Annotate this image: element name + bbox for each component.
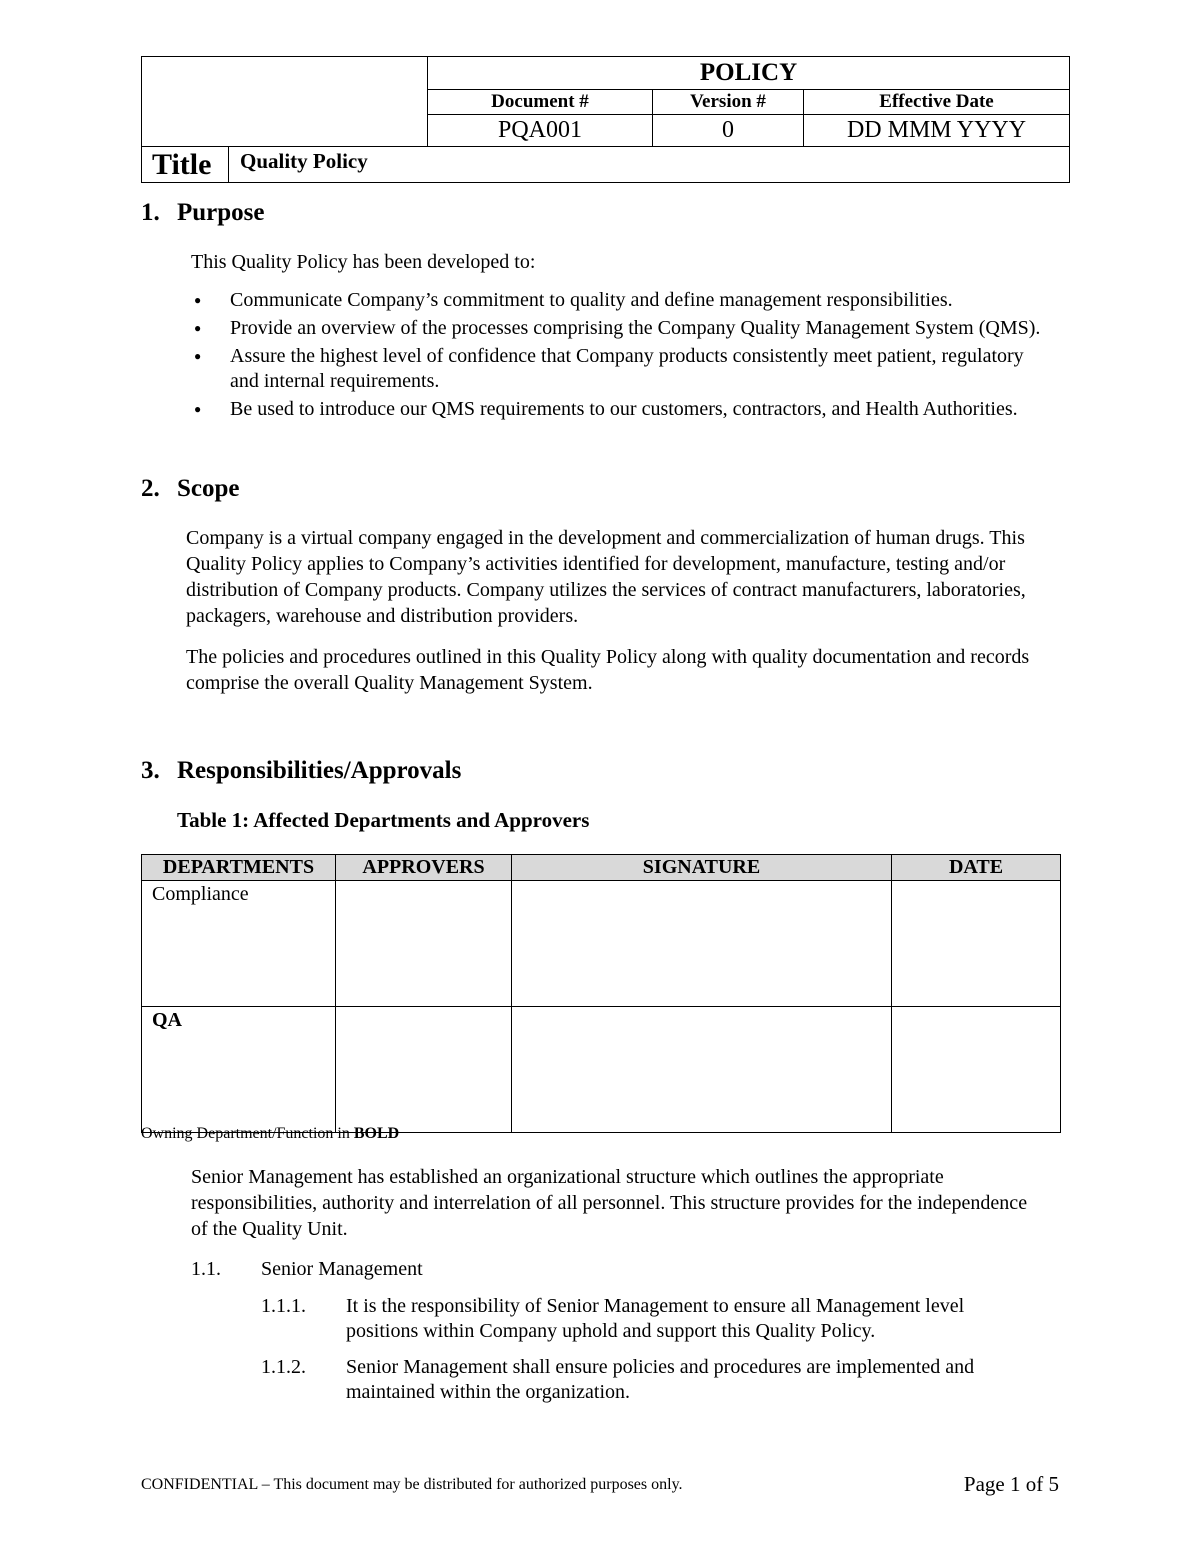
subsection-number: 1.1. bbox=[191, 1258, 221, 1280]
confidential-notice: CONFIDENTIAL – This document may be distributed for authorized purposes only. bbox=[141, 1476, 683, 1493]
table-row bbox=[142, 1007, 1061, 1133]
section-title: Scope bbox=[177, 475, 240, 502]
column-header: SIGNATURE bbox=[512, 855, 892, 881]
effective-date: DD MMM YYYY bbox=[804, 115, 1070, 147]
note-bold: BOLD bbox=[353, 1125, 400, 1142]
list-item: ● Be used to introduce our QMS requirements to our customers, contractors, and Health Authorities. bbox=[191, 397, 1051, 422]
logo-area bbox=[142, 57, 428, 147]
section-number: 3. bbox=[141, 757, 160, 784]
subsection-senior-management bbox=[191, 1257, 1051, 1282]
subsection-item bbox=[261, 1355, 1051, 1405]
scope-paragraph-2: The policies and procedures outlined in this Quality Policy along with quality documentation and records comprise the overall Quality Management System. bbox=[186, 646, 1030, 694]
page-number: Page 1 of 5 bbox=[963, 1472, 1059, 1496]
item-text: It is the responsibility of Senior Management to ensure all Management level positions within Company uphold and support this Quality Policy. bbox=[346, 1295, 965, 1342]
section-title: Purpose bbox=[177, 199, 265, 226]
document-number: PQA001 bbox=[428, 115, 653, 147]
date-cell[interactable] bbox=[892, 881, 1061, 1007]
version-number: 0 bbox=[653, 115, 804, 147]
signature-cell[interactable] bbox=[512, 881, 892, 1007]
signature-cell[interactable] bbox=[512, 1007, 892, 1133]
subsection-title: Senior Management bbox=[261, 1258, 423, 1280]
column-header: DATE bbox=[892, 855, 1061, 881]
responsibilities-paragraph: Senior Management has established an organizational structure which outlines the appropriate responsibilities, authority and interrelation of all personnel. This structure provides for the independence of the Quality Unit. bbox=[191, 1166, 1028, 1240]
list-item: ● Communicate Company’s commitment to quality and define management responsibilities. bbox=[191, 288, 1051, 313]
section-number: 1. bbox=[141, 199, 160, 226]
scope-heading bbox=[141, 475, 240, 503]
version-label: Version # bbox=[653, 90, 804, 115]
owning-department-note bbox=[141, 1125, 399, 1143]
department-cell: QA bbox=[142, 1007, 336, 1133]
column-header: DEPARTMENTS bbox=[142, 855, 336, 881]
list-item: ● Assure the highest level of confidence that Company products consistently meet patient, regulatory and internal requirements. bbox=[191, 344, 1051, 394]
table-row bbox=[142, 881, 1061, 1007]
approvers-table bbox=[141, 854, 1061, 1133]
purpose-bullets bbox=[191, 288, 1051, 425]
effective-date-label: Effective Date bbox=[804, 90, 1070, 115]
department-cell: Compliance bbox=[142, 881, 336, 1007]
approver-cell[interactable] bbox=[336, 881, 512, 1007]
approver-cell[interactable] bbox=[336, 1007, 512, 1133]
date-cell[interactable] bbox=[892, 1007, 1061, 1133]
list-item: ● Provide an overview of the processes comprising the Company Quality Management System (QMS). bbox=[191, 316, 1051, 341]
item-number: 1.1.1. bbox=[261, 1295, 306, 1317]
item-text: Senior Management shall ensure policies and procedures are implemented and maintained within the organization. bbox=[346, 1356, 975, 1403]
note-prefix: Owning Department/Function in bbox=[141, 1125, 354, 1142]
table-caption: Table 1: Affected Departments and Approvers bbox=[177, 808, 590, 832]
section-title: Responsibilities/Approvals bbox=[177, 757, 462, 784]
section-number: 2. bbox=[141, 475, 160, 502]
document-header bbox=[141, 56, 1070, 183]
column-header: APPROVERS bbox=[336, 855, 512, 881]
policy-label: POLICY bbox=[428, 57, 1070, 90]
purpose-intro: This Quality Policy has been developed to: bbox=[191, 251, 536, 273]
item-number: 1.1.2. bbox=[261, 1356, 306, 1378]
scope-paragraph-1: Company is a virtual company engaged in the development and commercialization of human drugs. This Quality Policy applies to Company’s activities identified for development, manufacture, testing and/or distribution of Company products. Company utilizes the services of contract manufacturers, laboratories, packagers, warehouse and distribution providers. bbox=[186, 527, 1026, 627]
document-number-label: Document # bbox=[428, 90, 653, 115]
subsection-item bbox=[261, 1294, 1051, 1344]
responsibilities-heading bbox=[141, 757, 461, 785]
title-label: Title bbox=[142, 147, 229, 183]
purpose-heading bbox=[141, 199, 265, 227]
document-title: Quality Policy bbox=[229, 147, 1070, 183]
